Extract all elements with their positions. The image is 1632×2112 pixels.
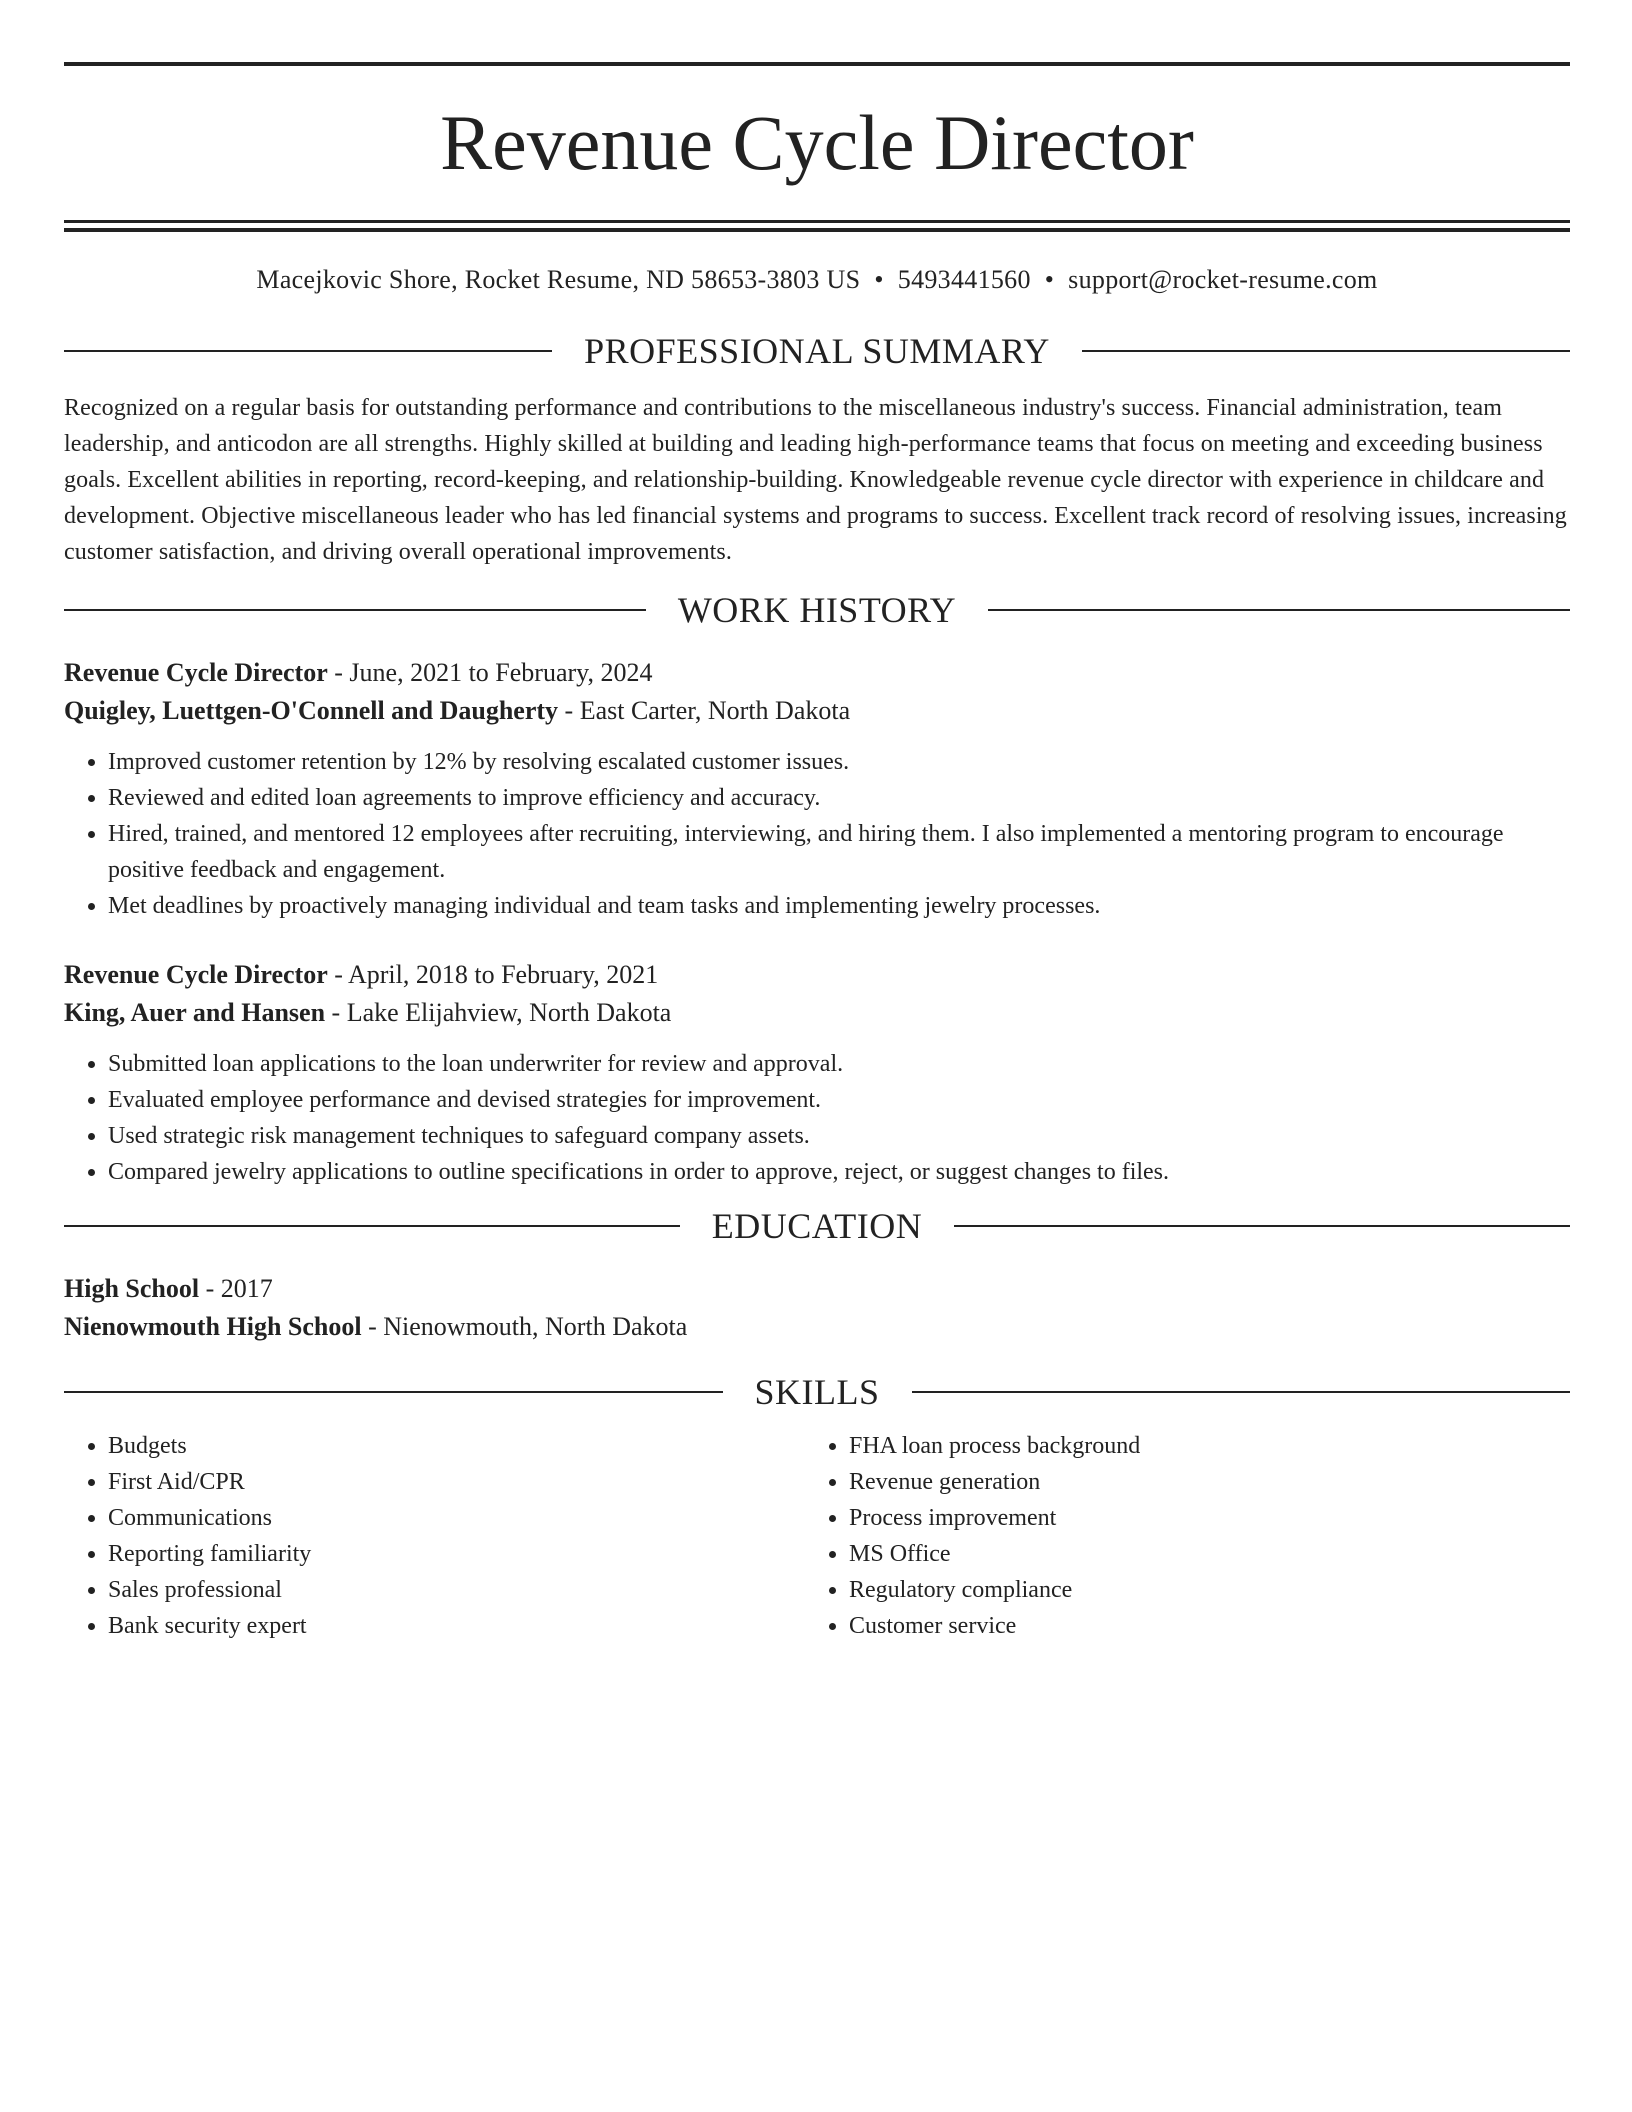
resume-content [64, 62, 1570, 1644]
job-bullets [64, 744, 1570, 924]
section-title: PROFESSIONAL SUMMARY [584, 331, 1050, 371]
job-company: Quigley, Luettgen-O'Connell and Daugherty [64, 696, 559, 725]
job-bullet: • Reviewed and edited loan agreements to improve efficiency and accuracy. [108, 780, 1570, 816]
job-entry [64, 654, 1570, 924]
job-title-line [64, 956, 1570, 994]
job-company-line [64, 692, 1570, 730]
skill-item: • MS Office [849, 1536, 1549, 1572]
job-bullets [64, 1046, 1570, 1190]
skill-item: • First Aid/CPR [108, 1464, 805, 1500]
education-degree: High School [64, 1274, 200, 1303]
contact-separator: • [874, 265, 884, 294]
heading-rule-right [912, 1391, 1571, 1393]
job-bullet: • Improved customer retention by 12% by resolving escalated customer issues. [108, 744, 1570, 780]
job-bullet: • Met deadlines by proactively managing individual and team tasks and implementing jewelry processes. [108, 888, 1570, 924]
section-heading-education [64, 1204, 1570, 1248]
education-location: - Nienowmouth, North Dakota [361, 1312, 688, 1341]
skill-item: • Process improvement [849, 1500, 1549, 1536]
job-bullet: • Hired, trained, and mentored 12 employees after recruiting, interviewing, and hiring them. I also implemented a mentoring program to encourage positive feedback and engagement. [108, 816, 1570, 888]
skills-column-right [805, 1428, 1549, 1644]
job-title: Revenue Cycle Director [64, 960, 328, 989]
summary-text: Recognized on a regular basis for outstanding performance and contributions to the miscellaneous industry's success. Financial administration, team leadership, and anticodon are all strengths. Highly skilled at building and leading high-performance teams that focus on meeting and exceeding business goals. Excellent abilities in reporting, record-keeping, and relationship-building. Knowledgeable revenue cycle director with experience in childcare and development. Objective miscellaneous leader who has led financial systems and programs to success. Excellent track record of resolving issues, increasing customer satisfaction, and driving overall operational improvements. [64, 395, 1567, 565]
contact-email: support@rocket-resume.com [1068, 265, 1378, 294]
section-title: SKILLS [754, 1372, 880, 1412]
contact-separator: • [1044, 265, 1055, 294]
heading-rule-left [64, 1225, 680, 1227]
section-heading-skills [64, 1370, 1570, 1414]
heading-rule-right [954, 1225, 1570, 1227]
skill-item: • Budgets [108, 1428, 805, 1464]
job-entry [64, 956, 1570, 1190]
job-bullet: • Compared jewelry applications to outline specifications in order to approve, reject, or suggest changes to files. [108, 1154, 1570, 1190]
skills-column-left [64, 1428, 805, 1644]
education-year: - 2017 [199, 1274, 273, 1303]
job-bullet: • Evaluated employee performance and devised strategies for improvement. [108, 1082, 1570, 1118]
section-title: WORK HISTORY [677, 590, 957, 630]
job-company: King, Auer and Hansen [64, 998, 326, 1027]
skill-item: • Bank security expert [108, 1608, 805, 1644]
job-title: Revenue Cycle Director [64, 658, 328, 687]
education-degree-line [64, 1270, 1570, 1308]
section-heading-work [64, 588, 1570, 632]
job-company-line [64, 994, 1570, 1032]
skill-item: • Communications [108, 1500, 805, 1536]
skills-columns [64, 1428, 1570, 1644]
contact-line [64, 265, 1570, 295]
education-school-line [64, 1308, 1570, 1346]
skill-item: • Revenue generation [849, 1464, 1549, 1500]
heading-rule-right [988, 609, 1570, 611]
title-double-rule [64, 220, 1570, 232]
education-school: Nienowmouth High School [64, 1312, 362, 1341]
heading-rule-right [1082, 350, 1570, 352]
job-dates: - April, 2018 to February, 2021 [327, 960, 659, 989]
skill-item: • Regulatory compliance [849, 1572, 1549, 1608]
resume-title: Revenue Cycle Director [440, 99, 1194, 186]
job-bullet: • Used strategic risk management techniques to safeguard company assets. [108, 1118, 1570, 1154]
heading-rule-left [64, 609, 646, 611]
top-rule [64, 62, 1570, 66]
contact-phone: 5493441560 [897, 265, 1031, 294]
heading-rule-left [64, 350, 552, 352]
education-entry [64, 1270, 1570, 1346]
skill-item: • Sales professional [108, 1572, 805, 1608]
job-dates: - June, 2021 to February, 2024 [327, 658, 653, 687]
skill-item: • FHA loan process background [849, 1428, 1549, 1464]
job-title-line [64, 654, 1570, 692]
job-location: - Lake Elijahview, North Dakota [325, 998, 672, 1027]
skill-item: • Reporting familiarity [108, 1536, 805, 1572]
job-bullet: • Submitted loan applications to the loan underwriter for review and approval. [108, 1046, 1570, 1082]
contact-address: Macejkovic Shore, Rocket Resume, ND 58653-3803 US [256, 265, 861, 294]
section-title: EDUCATION [711, 1206, 923, 1246]
section-heading-summary [64, 329, 1570, 373]
heading-rule-left [64, 1391, 723, 1393]
skill-item: • Customer service [849, 1608, 1549, 1644]
job-location: - East Carter, North Dakota [558, 696, 851, 725]
